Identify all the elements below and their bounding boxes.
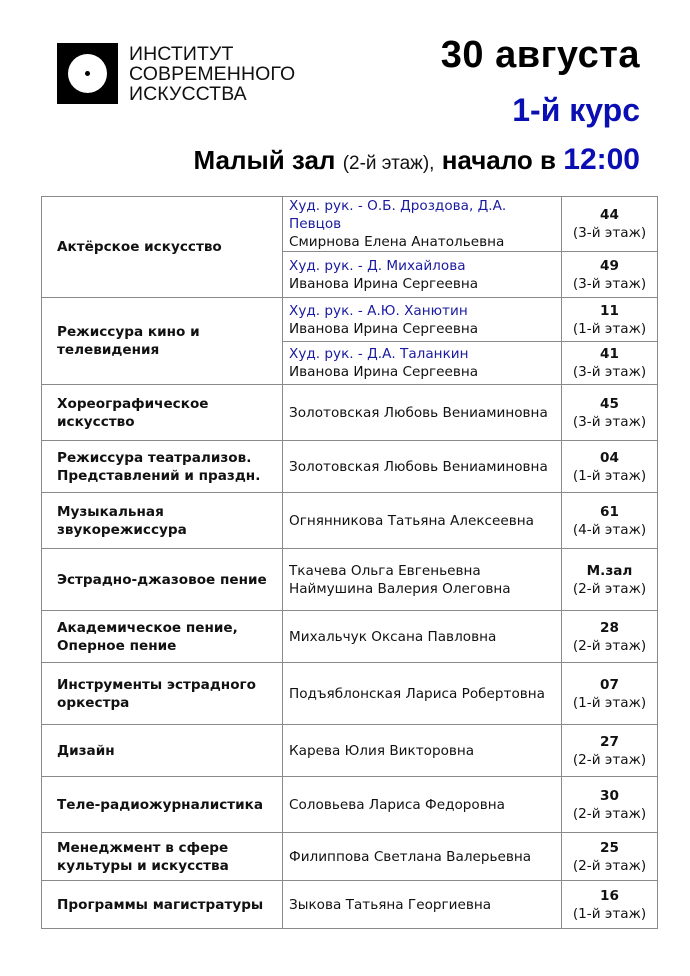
- room-number: 04: [600, 449, 619, 466]
- start-time: 12:00: [563, 143, 640, 176]
- teacher-name: Иванова Ирина Сергеевна: [289, 275, 479, 292]
- logo-text: [129, 44, 295, 104]
- teacher-cell: [283, 777, 562, 833]
- room-number: 41: [600, 346, 619, 362]
- teacher-name: Ткачева Ольга Евгеньевна: [289, 562, 481, 579]
- program-name: Дизайн: [42, 725, 283, 777]
- teacher-cell: [283, 725, 562, 777]
- venue-floor: (2-й этаж),: [342, 153, 435, 174]
- table-row: [42, 881, 658, 929]
- table-row: [42, 663, 658, 725]
- logo-line-1: ИНСТИТУТ: [129, 42, 234, 65]
- table-row: [42, 441, 658, 493]
- room-cell: [562, 493, 658, 549]
- room-number: 16: [600, 887, 619, 904]
- room-cell: [562, 252, 658, 298]
- program-name: Хореографическое искусство: [42, 385, 283, 441]
- room-cell: [562, 777, 658, 833]
- teacher-cell: [283, 493, 562, 549]
- teacher-name: Огнянникова Татьяна Алексеевна: [289, 512, 534, 529]
- logo-line-2: СОВРЕМЕННОГО: [129, 62, 296, 85]
- logo-mark-icon: [57, 43, 118, 104]
- teacher-cell: [283, 385, 562, 441]
- table-row: [42, 549, 658, 611]
- room-number: 11: [600, 302, 619, 319]
- program-name: Режиссура театрализов. Представлений и праздн.: [42, 441, 283, 493]
- institute-logo: [57, 43, 295, 104]
- teacher-name: Подъяблонская Лариса Робертовна: [289, 685, 546, 702]
- teacher-name: Золотовская Любовь Вениаминовна: [289, 404, 548, 421]
- program-name: Режиссура кино и телевидения: [42, 298, 283, 385]
- program-name: Эстрадно-джазовое пение: [42, 549, 283, 611]
- room-number: 49: [600, 257, 619, 274]
- teacher-cell: [283, 298, 562, 342]
- teacher-name: Михальчук Оксана Павловна: [289, 628, 497, 645]
- table-row: [42, 611, 658, 663]
- table-row: [42, 725, 658, 777]
- program-name: Теле-радиожурналистика: [42, 777, 283, 833]
- room-number: 45: [600, 395, 619, 412]
- room-floor: (2-й этаж): [572, 751, 647, 768]
- room-floor: (1-й этаж): [572, 467, 647, 484]
- room-floor: (2-й этаж): [572, 580, 647, 597]
- room-floor: (4-й этаж): [572, 521, 647, 538]
- table-row: [42, 777, 658, 833]
- supervisor: Худ. рук. - Д.А. Таланкин: [289, 346, 469, 362]
- room-number: 25: [600, 839, 619, 856]
- venue-line: [194, 143, 640, 177]
- room-cell: [562, 385, 658, 441]
- room-floor: (3-й этаж): [572, 364, 647, 380]
- room-floor: (1-й этаж): [572, 320, 647, 337]
- event-date: 30 августа: [440, 34, 640, 76]
- teacher-cell: [283, 549, 562, 611]
- teacher-cell: [283, 611, 562, 663]
- room-cell: [562, 611, 658, 663]
- teacher-cell: [283, 252, 562, 298]
- logo-line-3: ИСКУССТВА: [129, 82, 247, 105]
- venue-hall: Малый зал: [193, 145, 336, 175]
- teacher-name: Смирнова Елена Анатольевна: [289, 234, 505, 250]
- teacher-name: Зыкова Татьяна Георгиевна: [289, 896, 492, 913]
- program-name: Музыкальная звукорежиссура: [42, 493, 283, 549]
- teacher-name: Филиппова Светлана Валерьевна: [289, 848, 532, 865]
- supervisor: Худ. рук. - Д. Михайлова: [289, 257, 466, 274]
- room-floor: (2-й этаж): [572, 857, 647, 874]
- program-name: Менеджмент в сфере культуры и искусства: [42, 833, 283, 881]
- room-floor: (2-й этаж): [572, 637, 647, 654]
- room-floor: (1-й этаж): [572, 905, 647, 922]
- start-label: начало в: [441, 145, 557, 175]
- teacher-cell: [283, 441, 562, 493]
- teacher-name: Золотовская Любовь Вениаминовна: [289, 458, 548, 475]
- room-cell: [562, 441, 658, 493]
- room-number: 61: [600, 503, 619, 520]
- room-number: 07: [600, 676, 619, 693]
- teacher-name: Наймушина Валерия Олеговна: [289, 580, 511, 597]
- room-floor: (1-й этаж): [572, 694, 647, 711]
- room-cell: [562, 197, 658, 252]
- room-number: 28: [600, 619, 619, 636]
- room-cell: [562, 833, 658, 881]
- course-title: 1-й курс: [512, 92, 640, 128]
- teacher-cell: [283, 197, 562, 252]
- program-name: Актёрское искусство: [42, 197, 283, 298]
- room-floor: (3-й этаж): [572, 225, 647, 241]
- supervisor: Худ. рук. - О.Б. Дроздова, Д.А. Певцов: [289, 198, 507, 232]
- table-row: [42, 298, 658, 342]
- teacher-cell: [283, 663, 562, 725]
- room-floor: (2-й этаж): [572, 805, 647, 822]
- table-row: [42, 493, 658, 549]
- room-number: М.зал: [586, 562, 633, 579]
- teacher-cell: [283, 342, 562, 385]
- room-cell: [562, 342, 658, 385]
- room-floor: (3-й этаж): [572, 413, 647, 430]
- schedule-table: [41, 196, 658, 929]
- supervisor: Худ. рук. - А.Ю. Ханютин: [289, 302, 468, 319]
- teacher-name: Иванова Ирина Сергеевна: [289, 320, 479, 337]
- teacher-name: Карева Юлия Викторовна: [289, 742, 475, 759]
- program-name: Инструменты эстрадного оркестра: [42, 663, 283, 725]
- room-cell: [562, 549, 658, 611]
- table-row: [42, 385, 658, 441]
- room-number: 27: [600, 733, 619, 750]
- room-cell: [562, 725, 658, 777]
- teacher-name: Иванова Ирина Сергеевна: [289, 364, 479, 380]
- table-row: [42, 197, 658, 252]
- teacher-name: Соловьева Лариса Федоровна: [289, 796, 505, 813]
- program-name: Программы магистратуры: [42, 881, 283, 929]
- room-floor: (3-й этаж): [572, 275, 647, 292]
- teacher-cell: [283, 881, 562, 929]
- room-number: 30: [600, 787, 619, 804]
- program-name: Академическое пение, Оперное пение: [42, 611, 283, 663]
- table-row: [42, 833, 658, 881]
- room-number: 44: [600, 207, 619, 223]
- room-cell: [562, 298, 658, 342]
- room-cell: [562, 663, 658, 725]
- room-cell: [562, 881, 658, 929]
- teacher-cell: [283, 833, 562, 881]
